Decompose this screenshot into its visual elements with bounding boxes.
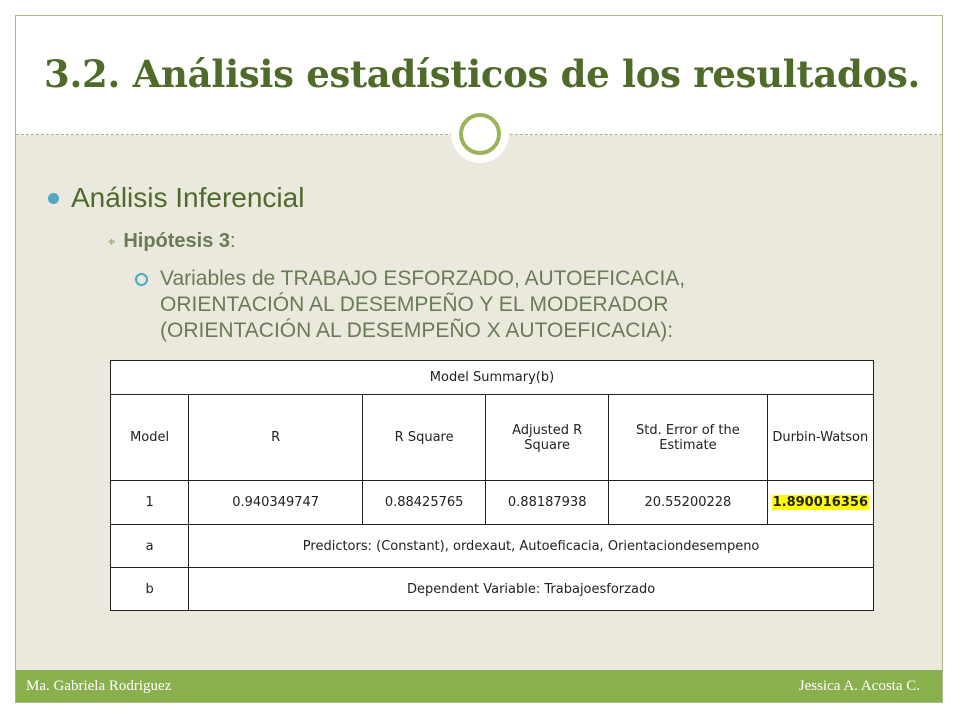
header-cell: Adjusted R Square xyxy=(486,395,609,481)
model-summary-table xyxy=(110,360,874,611)
table-cell: 20.55200228 xyxy=(609,481,767,525)
table-caption: Model Summary(b) xyxy=(111,361,874,395)
header-cell: R xyxy=(189,395,363,481)
star-bullet-icon: ⌖ xyxy=(108,234,116,249)
table-caption-row xyxy=(111,361,874,395)
table-header-row xyxy=(111,395,874,481)
table-cell-highlighted xyxy=(767,481,873,525)
bullet-level1 xyxy=(48,182,304,214)
table-cell: 0.88187938 xyxy=(486,481,609,525)
note-label: a xyxy=(111,525,189,568)
bullet-level3-line-1: Variables de TRABAJO ESFORZADO, AUTOEFICACIA, xyxy=(160,267,686,290)
hypothesis-label: Hipótesis 3 xyxy=(123,230,231,252)
durbin-watson-value: 1.890016356 xyxy=(772,495,868,510)
note-text: Dependent Variable: Trabajoesforzado xyxy=(189,568,874,611)
table-note-row xyxy=(111,525,874,568)
note-text: Predictors: (Constant), ordexaut, Autoeficacia, Orientaciondesempeno xyxy=(189,525,874,568)
table-note-row xyxy=(111,568,874,611)
hypothesis-colon: : xyxy=(230,230,236,252)
note-label: b xyxy=(111,568,189,611)
footer-bar xyxy=(16,670,942,702)
table-row xyxy=(111,481,874,525)
bullet-dot-icon xyxy=(48,193,59,204)
ring-icon xyxy=(459,113,501,155)
circle-ornament-icon xyxy=(451,105,509,163)
bullet-level3-line-2: ORIENTACIÓN AL DESEMPEÑO Y EL MODERADOR xyxy=(160,293,669,316)
bullet-level2 xyxy=(108,230,236,253)
circle-bullet-icon xyxy=(135,273,148,286)
footer-left-author: Ma. Gabriela Rodriguez xyxy=(26,678,172,694)
bullet-level3 xyxy=(135,266,855,344)
footer-right-author: Jessica A. Acosta C. xyxy=(798,678,920,694)
bullet-level3-line-3: (ORIENTACIÓN AL DESEMPEÑO X AUTOEFICACIA): xyxy=(160,319,674,342)
header-cell: Durbin-Watson xyxy=(767,395,873,481)
table-cell: 0.940349747 xyxy=(189,481,363,525)
bullet-level2-text xyxy=(123,230,235,253)
table-cell: 1 xyxy=(111,481,189,525)
slide-title: 3.2. Análisis estadísticos de los resultados. xyxy=(44,52,921,96)
header-cell: Model xyxy=(111,395,189,481)
header-cell: R Square xyxy=(363,395,486,481)
bullet-level1-text: Análisis Inferencial xyxy=(71,182,305,213)
table-cell: 0.88425765 xyxy=(363,481,486,525)
bullet-level3-text xyxy=(160,266,685,344)
header-cell: Std. Error of the Estimate xyxy=(609,395,767,481)
